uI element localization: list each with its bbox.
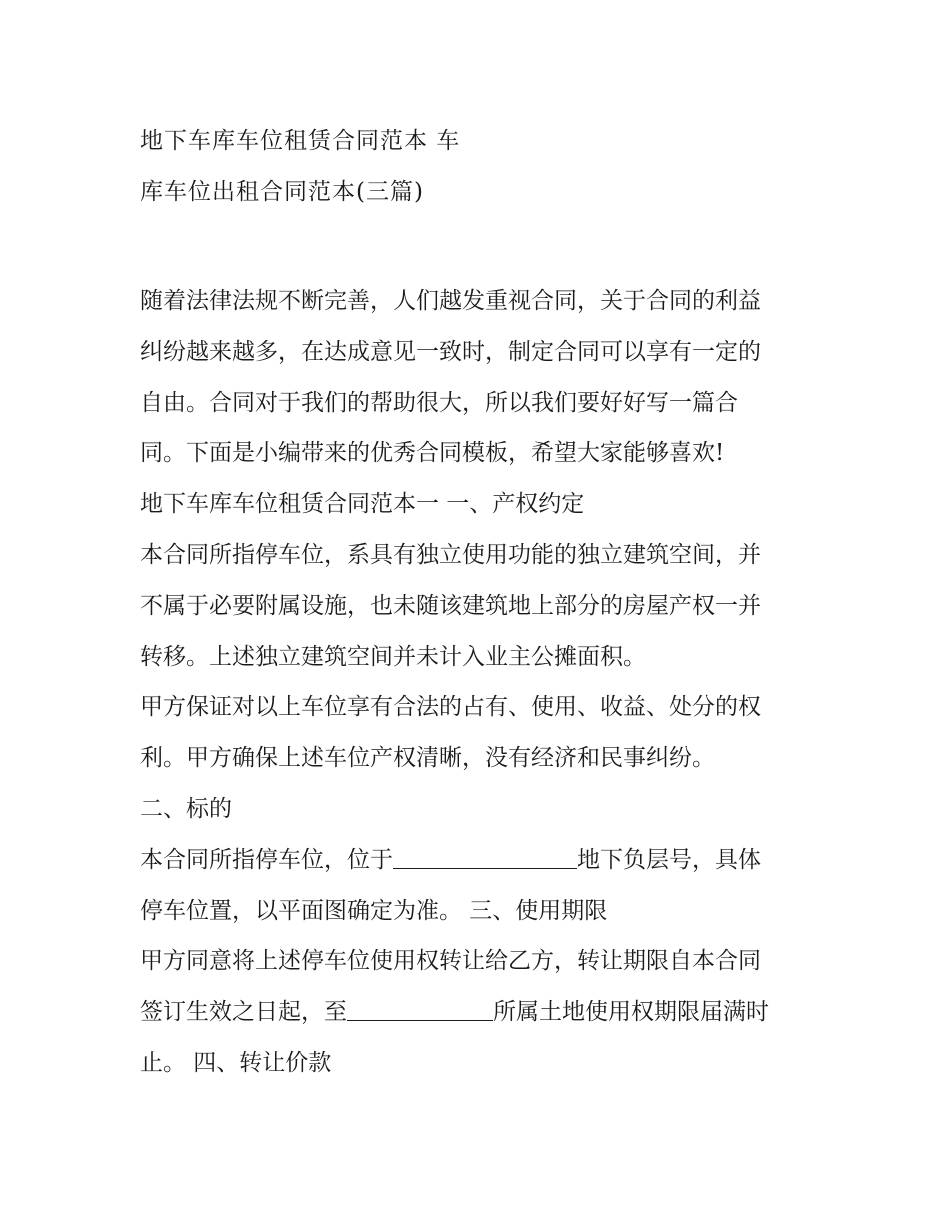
- section-heading-subject: 二、标的: [140, 795, 232, 822]
- term-end-blank-field: [347, 998, 493, 1021]
- title-line-1: 地下车库车位租赁合同范本 车: [140, 128, 461, 154]
- subject-text-after: 地下负层号，具体: [577, 846, 761, 873]
- subject-text-before: 本合同所指停车位，位于: [140, 846, 393, 873]
- intro-line-1: 随着法律法规不断完善，人们越发重视合同，关于合同的利益: [140, 288, 761, 314]
- ownership-line-2: 不属于必要附属设施，也未随该建筑地上部分的房屋产权一并: [140, 592, 761, 619]
- document-body: [140, 276, 820, 1089]
- ownership-line-3: 转移。上述独立建筑空间并未计入业主公摊面积。: [140, 643, 646, 670]
- title-line-2: 库车位出租合同范本(三篇): [140, 178, 424, 205]
- intro-line-2: 纠纷越来越多，在达成意见一致时，制定合同可以享有一定的: [140, 338, 761, 365]
- intro-line-4: 同。下面是小编带来的优秀合同模板，希望大家能够喜欢!: [140, 440, 725, 467]
- term-line-2: [140, 987, 820, 1038]
- subject-line-2: 停车位置，以平面图确定为准。 三、使用期限: [140, 897, 608, 924]
- term-text-after: 所属土地使用权期限届满时: [493, 999, 769, 1026]
- location-blank-field: [393, 846, 577, 869]
- guarantee-line-2: 利。甲方确保上述车位产权清晰，没有经济和民事纠纷。: [140, 745, 715, 772]
- ownership-line-1: 本合同所指停车位，系具有独立使用功能的独立建筑空间，并: [140, 541, 761, 568]
- document-title: [140, 116, 820, 218]
- term-line-1: 甲方同意将上述停车位使用权转让给乙方，转让期限自本合同: [140, 948, 761, 975]
- section-heading-ownership: 地下车库车位租赁合同范本一 一、产权约定: [140, 491, 585, 518]
- term-text-before: 签订生效之日起，至: [140, 999, 347, 1026]
- guarantee-line-1: 甲方保证对以上车位享有合法的占有、使用、收益、处分的权: [140, 694, 761, 721]
- term-line-3: 止。 四、转让价款: [140, 1049, 332, 1076]
- intro-line-3: 自由。合同对于我们的帮助很大，所以我们要好好写一篇合: [140, 389, 738, 416]
- subject-line-1: [140, 835, 820, 886]
